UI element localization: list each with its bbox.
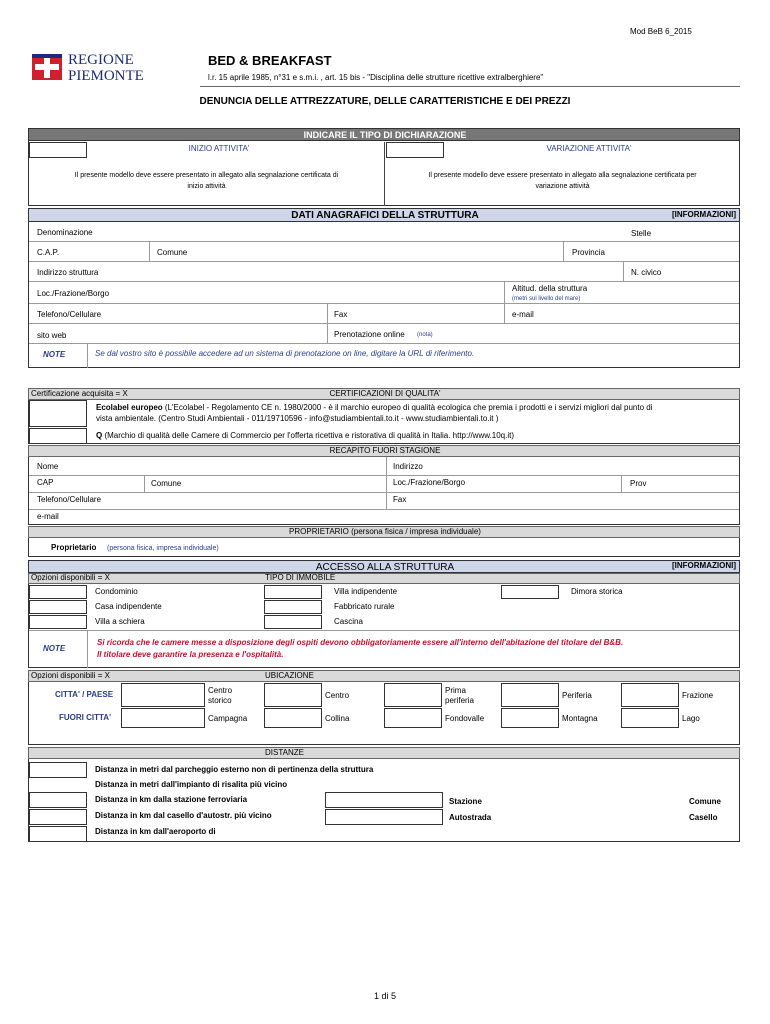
distanza-aeroporto-label: Distanza in km dall'aeroporto di [95,827,216,836]
fondovalle-checkbox[interactable] [384,708,442,728]
distanza-parcheggio-input[interactable] [29,762,87,778]
ubicazione-header: UBICAZIONE [265,671,314,680]
ubicazione-opzioni-label: Opzioni disponibili = X [31,671,110,680]
variazione-text-2: variazione attività [535,183,590,190]
logo-line2: PIEMONTE [68,68,144,84]
citta-paese-label: CITTA' / PAESE [55,690,114,699]
distanza-stazione-input[interactable] [29,792,87,808]
autostrada-label: Autostrada [449,813,492,822]
frazione-checkbox[interactable] [621,683,679,707]
proprietario-note: (persona fisica, impresa individuale) [107,545,219,552]
fax-label: Fax [334,310,348,319]
prenotazione-label: Prenotazione online [334,330,405,339]
recapito-telefono-label: Telefono/Cellulare [37,495,102,504]
fondovalle-label: Fondovalle [445,714,485,723]
collina-checkbox[interactable] [264,708,322,728]
cascina-checkbox[interactable] [264,615,322,629]
prima-periferia-label-1: Prima [445,686,466,695]
inizio-attivita-label: INIZIO ATTIVITA' [188,144,250,153]
recapito-email-label: e-mail [37,512,59,521]
villa-indipendente-checkbox[interactable] [264,585,322,599]
fuori-citta-label: FUORI CITTA' [59,713,111,722]
distanza-aeroporto-input[interactable] [29,826,87,842]
recapito-section [28,445,740,525]
recapito-indirizzo-label: Indirizzo [393,462,423,471]
ecolabel-checkbox[interactable] [29,400,87,427]
centro-storico-label-1: Centro [208,686,233,695]
certificazione-acquisita-label: Certificazione acquisita = X [31,389,128,398]
anagrafici-info-link[interactable]: [INFORMAZIONI] [672,210,736,219]
campagna-label: Campagna [208,714,248,723]
note-text: Se dal vostro sito è possibile accedere ad un sistema di prenotazione on line, digitare la URL di riferimento. [95,349,475,358]
distanze-header: DISTANZE [265,748,304,757]
variazione-attivita-checkbox[interactable] [386,142,444,158]
centro-storico-checkbox[interactable] [121,683,205,707]
lago-checkbox[interactable] [621,708,679,728]
lago-label: Lago [682,714,700,723]
fabbricato-rurale-label: Fabbricato rurale [334,602,395,611]
prima-periferia-label-2: periferia [445,696,474,705]
periferia-label: Periferia [562,691,592,700]
anagrafici-header: DATI ANAGRAFICI DELLA STRUTTURA [291,210,479,221]
dimora-storica-checkbox[interactable] [501,585,559,599]
indirizzo-label: Indirizzo struttura [37,268,99,277]
casa-indipendente-checkbox[interactable] [29,600,87,614]
denominazione-label: Denominazione [37,228,93,237]
certificazioni-header: CERTIFICAZIONI DI QUALITA' [329,389,441,398]
stazione-comune-label: Comune [689,797,721,806]
autostrada-name-input[interactable] [325,809,443,825]
variazione-attivita-label: VARIAZIONE ATTIVITA' [546,144,632,153]
loc-label: Loc./Frazione/Borgo [37,289,110,298]
page-subtitle: l.r. 15 aprile 1985, n°31 e s.m.i. , art. 15 bis - "Disciplina delle strutture ricettive extralberghiere" [208,73,544,82]
recapito-fax-label: Fax [393,495,407,504]
distanza-parcheggio-label: Distanza in metri dal parcheggio esterno non di pertinenza della struttura [95,765,374,774]
campagna-checkbox[interactable] [121,708,205,728]
recapito-cap-label: CAP [37,478,54,487]
stazione-label: Stazione [449,797,482,806]
stelle-label: Stelle [631,229,652,238]
fabbricato-rurale-checkbox[interactable] [264,600,322,614]
accesso-note-label: NOTE [43,644,66,653]
telefono-label: Telefono/Cellulare [37,310,102,319]
anagrafici-section [28,208,740,368]
cap-label: C.A.P. [37,248,60,257]
page-number: 1 di 5 [373,991,397,1001]
centro-checkbox[interactable] [264,683,322,707]
prenotazione-note-link[interactable]: (nota) [417,332,433,338]
villa-schiera-checkbox[interactable] [29,615,87,629]
civico-label: N. civico [631,268,662,277]
accesso-header: ACCESSO ALLA STRUTTURA [315,562,455,573]
recapito-header: RECAPITO FUORI STAGIONE [329,446,441,455]
inizio-text-2: inizio attività [187,183,226,190]
condominio-label: Condominio [95,587,138,596]
centro-storico-label-2: storico [208,696,232,705]
comune-label: Comune [157,248,188,257]
casello-label: Casello [689,813,718,822]
recapito-nome-label: Nome [37,462,59,471]
note-label: NOTE [43,350,66,359]
inizio-text-1: Il presente modello deve essere presentato in allegato alla segnalazione certificata di [74,172,339,179]
accesso-note-1: Si ricorda che le camere messe a disposizione degli ospiti devono obbligatoriamente essere all'interno dell'abitazione del titolare del B&B. [97,638,624,647]
prima-periferia-checkbox[interactable] [384,683,442,707]
distanza-casello-label: Distanza in km dal casello d'autostr. più vicino [95,811,272,820]
distanza-risalita-label: Distanza in metri dall'impianto di risalita più vicino [95,780,288,789]
distanza-stazione-label: Distanza in km dalla stazione ferroviaria [95,795,248,804]
page-title: BED & BREAKFAST [208,53,332,68]
dichiarazione-section [28,128,740,206]
condominio-checkbox[interactable] [29,585,87,599]
accesso-opzioni-label: Opzioni disponibili = X [31,573,110,582]
accesso-note-2: Il titolare deve garantire la presenza e l'ospitalità. [97,650,284,659]
montagna-checkbox[interactable] [501,708,559,728]
logo-line1: REGIONE [68,52,134,68]
email-label: e-mail [512,310,534,319]
ecolabel-text-1: Ecolabel europeo (L'Ecolabel - Regolamento CE n. 1980/2000 - è il marchio europeo di qualità ecologica che premia i prodotti e i servizi migliori dal punto di [96,403,653,412]
recapito-comune-label: Comune [151,479,182,488]
villa-schiera-label: Villa a schiera [95,617,145,626]
altitudine-note: (metri sul livello del mare) [512,296,581,302]
ubicazione-section [28,670,740,745]
accesso-info-link[interactable]: [INFORMAZIONI] [672,561,736,570]
variazione-text-1: Il presente modello deve essere presentato in allegato alla segnalazione certificata per [428,172,697,179]
periferia-checkbox[interactable] [501,683,559,707]
dimora-storica-label: Dimora storica [571,587,623,596]
villa-indipendente-label: Villa indipendente [334,587,398,596]
stazione-name-input[interactable] [325,792,443,808]
q-text: Q (Marchio di qualità delle Camere di Commercio per l'offerta ricettiva e ristorativa di qualità in Italia. http://www.10q.it) [96,431,515,440]
regione-crest-icon [30,52,64,84]
proprietario-header: PROPRIETARIO (persona fisica / impresa individuale) [289,527,481,536]
cascina-label: Cascina [334,617,363,626]
casa-indipendente-label: Casa indipendente [95,602,162,611]
recapito-prov-label: Prov [630,479,647,488]
accesso-section [28,560,740,668]
montagna-label: Montagna [562,714,598,723]
frazione-label: Frazione [682,691,714,700]
dichiarazione-header: INDICARE IL TIPO DI DICHIARAZIONE [303,130,467,140]
sito-label: sito web [37,331,67,340]
regione-piemonte-logo [30,52,154,86]
tipo-immobile-label: TIPO DI IMMOBILE [265,573,336,582]
provincia-label: Provincia [572,248,605,257]
collina-label: Collina [325,714,350,723]
distanza-casello-input[interactable] [29,809,87,825]
proprietario-label: Proprietario [51,543,97,552]
altitudine-label: Altitud. della struttura [512,284,588,293]
centro-label: Centro [325,691,350,700]
inizio-attivita-checkbox[interactable] [29,142,87,158]
ecolabel-text-2: vista ambientale. (Centro Studi Ambientali - 011/19710596 - info@studiambientali.to.it - www.studiambientali.to.it ) [96,414,499,423]
proprietario-section [28,526,740,557]
certificazioni-section [28,388,740,444]
recapito-loc-label: Loc./Frazione/Borgo [393,478,466,487]
q-checkbox[interactable] [29,428,87,444]
main-heading: DENUNCIA DELLE ATTREZZATURE, DELLE CARATTERISTICHE E DEI PREZZI [199,96,571,107]
distanze-section [28,747,740,842]
mod-code: Mod BeB 6_2015 [630,27,692,36]
